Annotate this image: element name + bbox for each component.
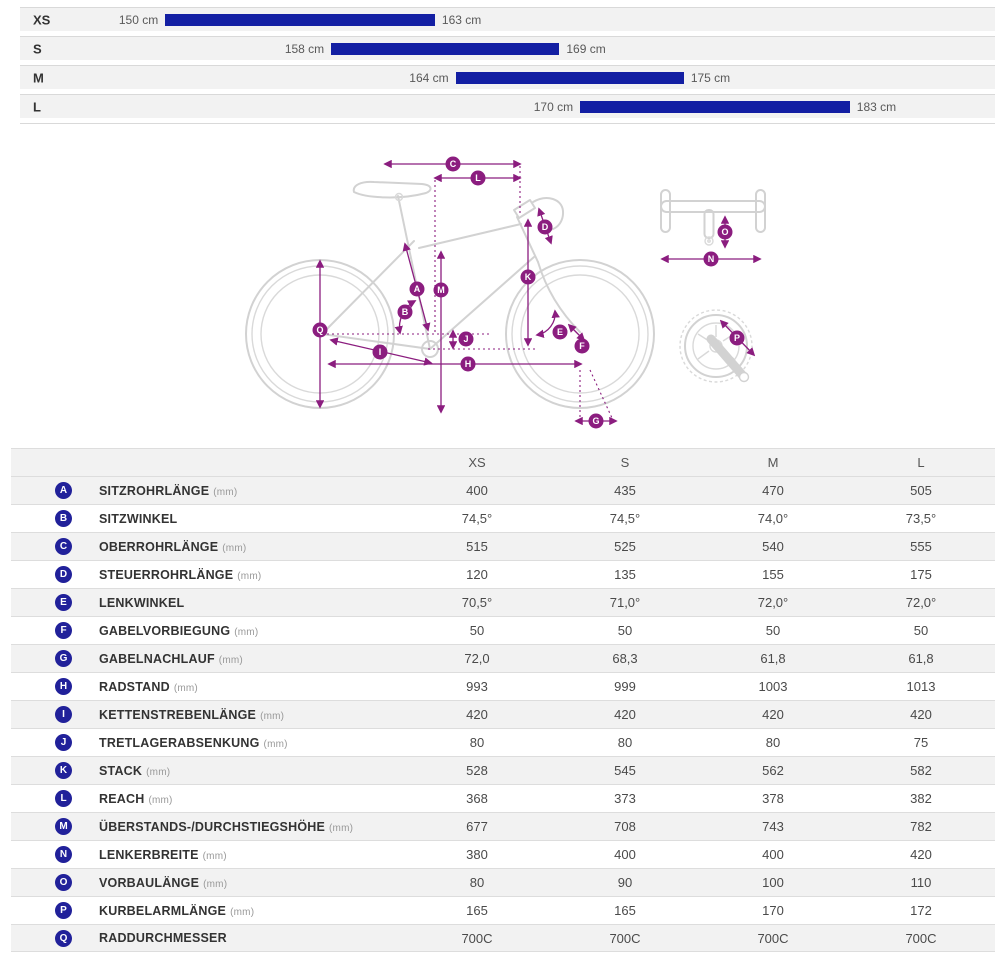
cell-value-m: 72,0° xyxy=(757,595,789,610)
row-label: RADSTAND (mm) xyxy=(99,679,198,694)
cell-value-xs: 50 xyxy=(469,623,485,638)
diagram-marker-letter-j: J xyxy=(463,334,469,345)
bike-side-view xyxy=(246,182,654,408)
height-max-label: 163 cm xyxy=(441,12,482,27)
cell-value-s: 435 xyxy=(614,483,636,498)
diagram-marker-letter-e: E xyxy=(556,327,564,338)
cell-value-l: 555 xyxy=(910,539,932,554)
cell-value-m: 1003 xyxy=(758,679,788,694)
cell-value-m: 378 xyxy=(762,791,784,806)
row-label: TRETLAGERABSENKUNG (mm) xyxy=(99,735,288,750)
row-unit: (mm) xyxy=(173,682,198,694)
saddle xyxy=(354,182,431,201)
row-badge: G xyxy=(55,650,72,667)
row-unit: (mm) xyxy=(203,878,228,890)
cell-value-s: 74,5° xyxy=(609,511,641,526)
diagram-marker-letter-h: H xyxy=(464,359,472,370)
cell-value-l: 75 xyxy=(913,735,929,750)
row-label: ÜBERSTANDS-/DURCHSTIEGSHÖHE (mm) xyxy=(99,819,354,834)
row-label: SITZWINKEL xyxy=(99,511,178,526)
row-label: LENKERBREITE (mm) xyxy=(99,847,227,862)
cell-value-s: 700C xyxy=(609,930,641,946)
cell-value-l: 382 xyxy=(910,791,932,806)
row-badge: N xyxy=(55,846,72,863)
diagram-marker-letter-k: K xyxy=(524,272,532,283)
row-badge: E xyxy=(55,594,72,611)
diagram-marker-letter-p: P xyxy=(733,333,741,344)
cell-value-s: 708 xyxy=(614,819,636,834)
cell-value-m: 155 xyxy=(762,567,784,582)
height-min-label: 170 cm xyxy=(533,99,574,114)
size-row-l xyxy=(20,94,995,118)
cell-value-s: 525 xyxy=(614,539,636,554)
cell-value-xs: 515 xyxy=(466,539,488,554)
cell-value-s: 373 xyxy=(614,791,636,806)
row-badge: P xyxy=(55,902,72,919)
table-row-q xyxy=(11,924,995,952)
cell-value-xs: 420 xyxy=(466,707,488,722)
cell-value-m: 400 xyxy=(762,847,784,862)
cell-value-l: 50 xyxy=(913,623,929,638)
geometry-diagram xyxy=(238,144,798,446)
size-label: M xyxy=(33,70,44,85)
cell-value-m: 743 xyxy=(762,819,784,834)
cell-value-xs: 677 xyxy=(466,819,488,834)
crankset xyxy=(680,310,752,382)
construction-lines xyxy=(322,166,612,418)
cell-value-m: 74,0° xyxy=(757,511,789,526)
table-row-i xyxy=(11,700,995,728)
cell-value-m: 540 xyxy=(762,539,784,554)
cell-value-m: 100 xyxy=(762,875,784,890)
row-unit: (mm) xyxy=(146,766,171,778)
row-badge: F xyxy=(55,622,72,639)
table-row-f xyxy=(11,616,995,644)
cell-value-s: 80 xyxy=(617,735,633,750)
row-unit: (mm) xyxy=(237,570,262,582)
diagram-marker-letter-f: F xyxy=(579,341,585,352)
row-badge: K xyxy=(55,762,72,779)
row-unit: (mm) xyxy=(218,654,243,666)
cell-value-l: 175 xyxy=(910,567,932,582)
row-label: KETTENSTREBENLÄNGE (mm) xyxy=(99,707,285,722)
row-label: GABELNACHLAUF (mm) xyxy=(99,651,243,666)
frame xyxy=(322,196,580,357)
height-max-label: 183 cm xyxy=(856,99,897,114)
table-row-m xyxy=(11,812,995,840)
row-badge: C xyxy=(55,538,72,555)
cell-value-xs: 380 xyxy=(466,847,488,862)
row-unit: (mm) xyxy=(230,906,255,918)
row-unit: (mm) xyxy=(202,850,227,862)
diagram-marker-letter-a: A xyxy=(413,284,421,295)
cell-value-m: 700C xyxy=(757,930,789,946)
row-label: RADDURCHMESSER xyxy=(99,931,227,945)
cell-value-l: 73,5° xyxy=(905,511,937,526)
diagram-marker-letter-q: Q xyxy=(316,325,324,336)
cell-value-xs: 368 xyxy=(466,791,488,806)
row-label: REACH (mm) xyxy=(99,791,173,806)
row-label: STEUERROHRLÄNGE (mm) xyxy=(99,567,262,582)
cell-value-xs: 120 xyxy=(466,567,488,582)
table-row-b xyxy=(11,504,995,532)
row-unit: (mm) xyxy=(263,738,288,750)
height-range-bar xyxy=(331,43,559,55)
table-row-p xyxy=(11,896,995,924)
cell-value-m: 61,8 xyxy=(760,651,786,666)
diagram-marker-letter-c: C xyxy=(449,159,457,170)
cell-value-s: 400 xyxy=(614,847,636,862)
handlebar-top-view xyxy=(661,190,765,245)
cell-value-s: 90 xyxy=(617,875,633,890)
cell-value-s: 545 xyxy=(614,763,636,778)
column-header-xs: XS xyxy=(468,455,486,470)
cell-value-xs: 700C xyxy=(461,930,493,946)
cell-value-xs: 74,5° xyxy=(461,511,493,526)
geometry-diagram-svg xyxy=(238,144,798,446)
height-max-label: 169 cm xyxy=(566,41,606,56)
row-unit: (mm) xyxy=(148,794,173,806)
cell-value-l: 172 xyxy=(910,903,932,918)
table-row-d xyxy=(11,560,995,588)
cell-value-xs: 400 xyxy=(466,483,488,498)
cell-value-s: 50 xyxy=(617,623,633,638)
row-label: SITZROHRLÄNGE (mm) xyxy=(99,483,238,498)
table-row-c xyxy=(11,532,995,560)
cell-value-l: 61,8 xyxy=(908,651,934,666)
table-row-o xyxy=(11,868,995,896)
row-label: VORBAULÄNGE (mm) xyxy=(99,875,228,890)
size-chart xyxy=(20,7,995,124)
cell-value-m: 420 xyxy=(762,707,784,722)
height-max-label: 175 cm xyxy=(690,70,731,85)
diagram-marker-letter-i: I xyxy=(378,347,382,358)
diagram-marker-letter-l: L xyxy=(475,173,481,184)
cell-value-m: 170 xyxy=(762,903,784,918)
row-unit: (mm) xyxy=(260,710,285,722)
cell-value-s: 165 xyxy=(614,903,636,918)
diagram-marker-letter-g: G xyxy=(592,416,600,427)
cell-value-m: 80 xyxy=(765,735,781,750)
row-badge: D xyxy=(55,566,72,583)
size-row-s xyxy=(20,36,995,60)
cell-value-xs: 80 xyxy=(469,735,485,750)
cell-value-l: 505 xyxy=(910,483,932,498)
column-header-m: M xyxy=(767,455,779,470)
cell-value-s: 999 xyxy=(614,679,636,694)
size-row-m xyxy=(20,65,995,89)
cell-value-xs: 80 xyxy=(469,875,485,890)
cell-value-s: 135 xyxy=(614,567,636,582)
row-badge: Q xyxy=(55,930,72,947)
row-unit: (mm) xyxy=(213,486,238,498)
dimension-arrows xyxy=(320,164,760,421)
geometry-table-header xyxy=(11,448,995,476)
row-unit: (mm) xyxy=(329,822,354,834)
size-label: XS xyxy=(33,12,51,27)
diagram-marker-letter-m: M xyxy=(437,285,445,296)
geometry-table xyxy=(11,448,995,952)
row-label: OBERROHRLÄNGE (mm) xyxy=(99,539,247,554)
column-header-s: S xyxy=(620,455,630,470)
row-badge: B xyxy=(55,510,72,527)
row-label: STACK (mm) xyxy=(99,763,171,778)
height-min-label: 164 cm xyxy=(409,70,449,85)
cell-value-m: 50 xyxy=(765,623,781,638)
height-range-bar xyxy=(165,14,435,26)
cell-value-l: 72,0° xyxy=(905,595,937,610)
row-unit: (mm) xyxy=(222,542,247,554)
table-row-k xyxy=(11,756,995,784)
row-label: LENKWINKEL xyxy=(99,595,185,610)
table-row-h xyxy=(11,672,995,700)
table-row-l xyxy=(11,784,995,812)
size-row-xs xyxy=(20,7,995,31)
diagram-marker-letter-b: B xyxy=(401,307,409,318)
cell-value-s: 71,0° xyxy=(609,595,641,610)
row-badge: J xyxy=(55,734,72,751)
cell-value-l: 582 xyxy=(910,763,932,778)
size-label: S xyxy=(33,41,42,56)
table-row-n xyxy=(11,840,995,868)
height-range-bar xyxy=(456,72,684,84)
row-badge: I xyxy=(55,706,72,723)
height-range-bar xyxy=(580,101,850,113)
cell-value-s: 420 xyxy=(614,707,636,722)
row-unit: (mm) xyxy=(234,626,259,638)
row-badge: O xyxy=(55,874,72,891)
row-badge: L xyxy=(55,790,72,807)
row-badge: A xyxy=(55,482,72,499)
cell-value-l: 110 xyxy=(910,875,932,890)
cell-value-xs: 70,5° xyxy=(461,595,493,610)
row-badge: H xyxy=(55,678,72,695)
cell-value-xs: 528 xyxy=(466,763,488,778)
cell-value-l: 420 xyxy=(910,847,932,862)
size-label: L xyxy=(33,99,41,114)
table-row-a xyxy=(11,476,995,504)
height-min-label: 150 cm xyxy=(118,12,159,27)
cell-value-l: 1013 xyxy=(906,679,936,694)
table-row-g xyxy=(11,644,995,672)
cell-value-xs: 72,0 xyxy=(464,651,490,666)
cell-value-m: 562 xyxy=(762,763,784,778)
cell-value-l: 700C xyxy=(905,930,937,946)
cell-value-l: 420 xyxy=(910,707,932,722)
table-row-j xyxy=(11,728,995,756)
column-header-l: L xyxy=(917,455,925,470)
diagram-marker-letter-o: O xyxy=(721,227,729,238)
cell-value-s: 68,3 xyxy=(612,651,638,666)
row-label: GABELVORBIEGUNG (mm) xyxy=(99,623,259,638)
cell-value-l: 782 xyxy=(910,819,932,834)
cell-value-m: 470 xyxy=(762,483,784,498)
diagram-marker-letter-d: D xyxy=(541,222,549,233)
row-label: KURBELARMLÄNGE (mm) xyxy=(99,903,255,918)
diagram-marker-letter-n: N xyxy=(707,254,715,265)
table-row-e xyxy=(11,588,995,616)
cell-value-xs: 993 xyxy=(466,679,488,694)
cell-value-xs: 165 xyxy=(466,903,488,918)
row-badge: M xyxy=(55,818,72,835)
dim-arc-e xyxy=(537,311,555,335)
height-min-label: 158 cm xyxy=(284,41,325,56)
